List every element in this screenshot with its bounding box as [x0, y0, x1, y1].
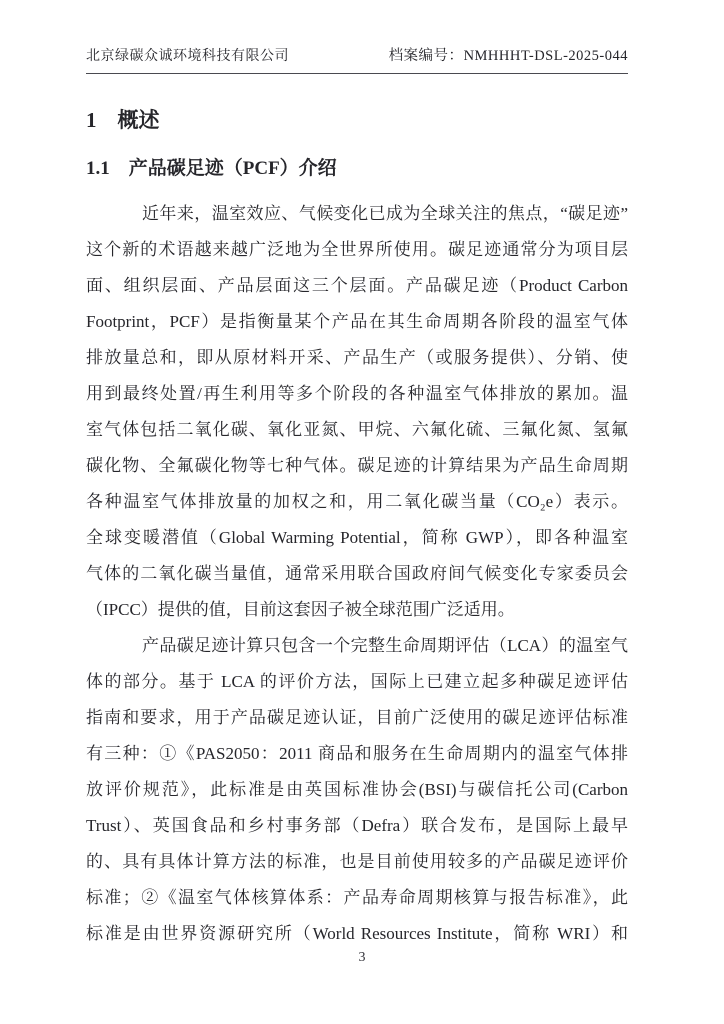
paragraph-line: Footprint，PCF）是指衡量某个产品在其生命周期各阶段的温室气体	[86, 312, 628, 331]
body-text	[86, 196, 628, 952]
paragraph-line: 产品碳足迹计算只包含一个完整生命周期评估（LCA）的温室气	[142, 636, 628, 655]
paragraph-line: 排放量总和，即从原材料开采、产品生产（或服务提供）、分销、使	[86, 348, 628, 367]
paragraph-line: 有三种：①《PAS2050：2011 商品和服务在生命周期内的温室气体排	[86, 744, 628, 763]
doc-number-value: NMHHHT-DSL-2025-044	[463, 48, 628, 64]
paragraph-line: 指南和要求，用于产品碳足迹认证，目前广泛使用的碳足迹评估标准	[86, 708, 628, 727]
paragraph-line: 室气体包括二氧化碳、氧化亚氮、甲烷、六氟化硫、三氟化氮、氢氟	[86, 420, 628, 439]
paragraph-line: 标准；②《温室气体核算体系：产品寿命周期核算与报告标准》，此	[86, 888, 628, 907]
section-heading: 1 概述	[86, 108, 160, 132]
paragraph-line: 用到最终处置/再生利用等多个阶段的各种温室气体排放的累加。温	[86, 384, 628, 403]
paragraph-line: 全球变暖潜值（Global Warming Potential，简称 GWP），即各种温室	[86, 528, 628, 547]
company-name: 北京绿碳众诚环境科技有限公司	[86, 49, 289, 64]
paragraph-line: 这个新的术语越来越广泛地为全世界所使用。碳足迹通常分为项目层	[86, 240, 628, 259]
paragraph-line: 气体的二氧化碳当量值，通常采用联合国政府间气候变化专家委员会	[86, 564, 628, 583]
page-header	[86, 44, 628, 74]
paragraph-line: 放评价规范》，此标准是由英国标准协会(BSI)与碳信托公司(Carbon	[86, 780, 628, 799]
paragraph-line: （IPCC）提供的值，目前这套因子被全球范围广泛适用。	[86, 600, 515, 619]
paragraph-line: Trust）、英国食品和乡村事务部（Defra）联合发布，是国际上最早	[86, 816, 628, 835]
paragraph-line: 面、组织层面、产品层面这三个层面。产品碳足迹（Product Carbon	[86, 276, 628, 295]
paragraph-line: 各种温室气体排放量的加权之和，用二氧化碳当量（CO₂e）表示。	[86, 492, 628, 511]
paragraph-line: 近年来，温室效应、气候变化已成为全球关注的焦点，“碳足迹”	[142, 204, 628, 223]
doc-number-label: 档案编号：	[388, 48, 464, 64]
paragraph-line: 的、具有具体计算方法的标准，也是目前使用较多的产品碳足迹评价	[86, 852, 628, 871]
paragraph-line: 碳化物、全氟碳化物等七种气体。碳足迹的计算结果为产品生命周期	[86, 456, 628, 475]
paragraph-line: 标准是由世界资源研究所（World Resources Institute，简称 WRI）和	[86, 924, 628, 943]
subsection-heading: 1.1 产品碳足迹（PCF）介绍	[86, 158, 337, 179]
doc-number	[389, 44, 628, 65]
page-number: 3	[358, 950, 366, 965]
paragraph-line: 体的部分。基于 LCA 的评价方法，国际上已建立起多种碳足迹评估	[86, 672, 628, 691]
